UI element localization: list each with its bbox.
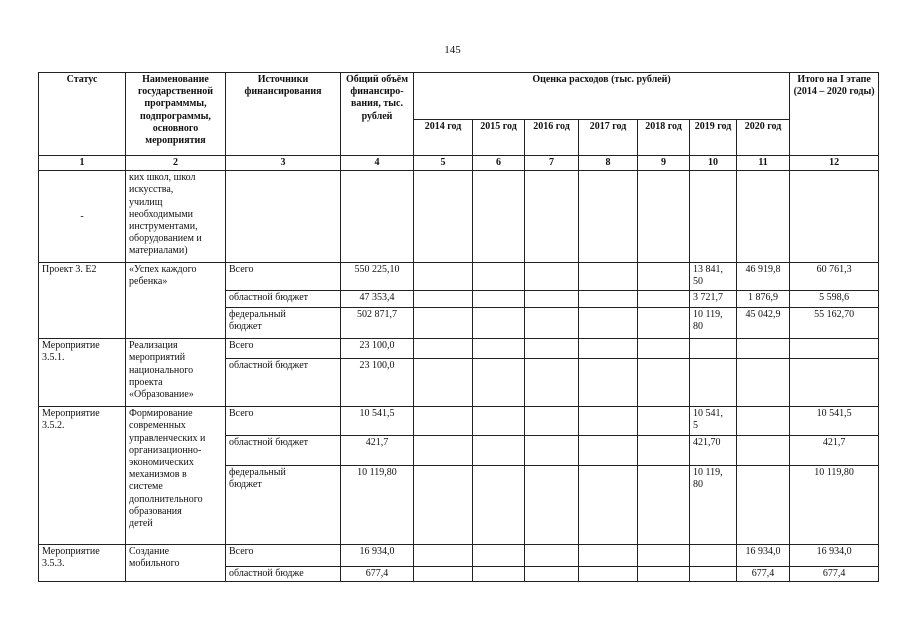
year-2019-cell: 421,70 [690, 436, 737, 466]
name-cell: ких школ, школ искусства, училищ необходимыми инструментами, оборудованием и материалами) [126, 171, 226, 263]
year-2020-cell [737, 466, 790, 545]
header-year-2018: 2018 год [638, 120, 690, 156]
column-number: 3 [226, 156, 341, 171]
year-2019-cell: 10 541, 5 [690, 407, 737, 436]
table-row [39, 339, 879, 359]
year-2019-cell [690, 339, 737, 359]
column-number: 10 [690, 156, 737, 171]
year-2019-cell: 3 721,7 [690, 291, 737, 308]
source-cell: Всего [226, 545, 341, 567]
total-cell: 677,4 [341, 567, 414, 582]
table-row [39, 263, 879, 291]
header-year-2016: 2016 год [525, 120, 579, 156]
source-cell: федеральный бюджет [226, 308, 341, 339]
year-2019-cell [690, 567, 737, 582]
itogo-cell: 5 598,6 [790, 291, 879, 308]
itogo-cell: 10 119,80 [790, 466, 879, 545]
total-cell: 47 353,4 [341, 291, 414, 308]
status-cell: - [39, 171, 126, 263]
header-name: Наименование государственной программмы, подпрограммы, основного мероприятия [126, 73, 226, 156]
source-cell: областной бюджет [226, 291, 341, 308]
year-2020-cell [737, 407, 790, 436]
budget-table [38, 72, 879, 582]
name-cell: Создание мобильного [126, 545, 226, 582]
itogo-cell [790, 359, 879, 407]
total-cell: 16 934,0 [341, 545, 414, 567]
header-total: Общий объём финансиро-вания, тыс. рублей [341, 73, 414, 156]
total-cell: 10 119,80 [341, 466, 414, 545]
page-number: 145 [444, 44, 461, 56]
table-row [39, 407, 879, 436]
header-sources: Источники финансирования [226, 73, 341, 156]
header-year-2020: 2020 год [737, 120, 790, 156]
itogo-cell: 16 934,0 [790, 545, 879, 567]
source-cell: областной бюджет [226, 359, 341, 407]
total-cell: 421,7 [341, 436, 414, 466]
source-cell: Всего [226, 339, 341, 359]
year-2020-cell: 677,4 [737, 567, 790, 582]
source-cell: областной бюдже [226, 567, 341, 582]
year-2020-cell: 45 042,9 [737, 308, 790, 339]
itogo-cell: 10 541,5 [790, 407, 879, 436]
year-2019-cell: 10 119, 80 [690, 308, 737, 339]
status-cell: Мероприятие 3.5.3. [39, 545, 126, 582]
total-cell: 23 100,0 [341, 339, 414, 359]
status-cell: Мероприятие 3.5.2. [39, 407, 126, 545]
year-2020-cell [737, 436, 790, 466]
year-2019-cell [690, 545, 737, 567]
column-number: 9 [638, 156, 690, 171]
itogo-cell [790, 339, 879, 359]
source-cell: Всего [226, 263, 341, 291]
itogo-cell: 677,4 [790, 567, 879, 582]
itogo-cell: 421,7 [790, 436, 879, 466]
year-2019-cell: 13 841, 50 [690, 263, 737, 291]
header-status: Статус [39, 73, 126, 156]
source-cell: областной бюджет [226, 436, 341, 466]
status-cell: Мероприятие 3.5.1. [39, 339, 126, 407]
total-cell: 10 541,5 [341, 407, 414, 436]
table-row [39, 545, 879, 567]
column-number: 11 [737, 156, 790, 171]
column-number: 5 [414, 156, 473, 171]
header-year-2015: 2015 год [473, 120, 525, 156]
column-number: 2 [126, 156, 226, 171]
itogo-cell: 55 162,70 [790, 308, 879, 339]
year-2019-cell [690, 359, 737, 407]
header-itogo: Итого на I этапе (2014 – 2020 годы) [790, 73, 879, 156]
year-2020-cell [737, 359, 790, 407]
header-year-2014: 2014 год [414, 120, 473, 156]
column-number: 1 [39, 156, 126, 171]
source-cell: федеральный бюджет [226, 466, 341, 545]
header-year-2017: 2017 год [579, 120, 638, 156]
year-2020-cell: 46 919,8 [737, 263, 790, 291]
column-number: 6 [473, 156, 525, 171]
status-cell: Проект 3. Е2 [39, 263, 126, 339]
name-cell: Реализация мероприятий национального проекта «Образование» [126, 339, 226, 407]
total-cell: 550 225,10 [341, 263, 414, 291]
total-cell: 23 100,0 [341, 359, 414, 407]
year-2019-cell: 10 119, 80 [690, 466, 737, 545]
total-cell: 502 871,7 [341, 308, 414, 339]
column-number: 4 [341, 156, 414, 171]
column-number-row [39, 156, 879, 171]
itogo-cell: 60 761,3 [790, 263, 879, 291]
year-2020-cell [737, 339, 790, 359]
column-number: 12 [790, 156, 879, 171]
header-year-2019: 2019 год [690, 120, 737, 156]
source-cell: Всего [226, 407, 341, 436]
column-number: 8 [579, 156, 638, 171]
name-cell: Формирование современных управленческих и организационно- экономических механизмов в системе дополнительного образования детей [126, 407, 226, 545]
header-estimate: Оценка расходов (тыс. рублей) [414, 73, 790, 120]
year-2020-cell: 16 934,0 [737, 545, 790, 567]
table-row [39, 171, 879, 263]
name-cell: «Успех каждого ребенка» [126, 263, 226, 339]
year-2020-cell: 1 876,9 [737, 291, 790, 308]
column-number: 7 [525, 156, 579, 171]
